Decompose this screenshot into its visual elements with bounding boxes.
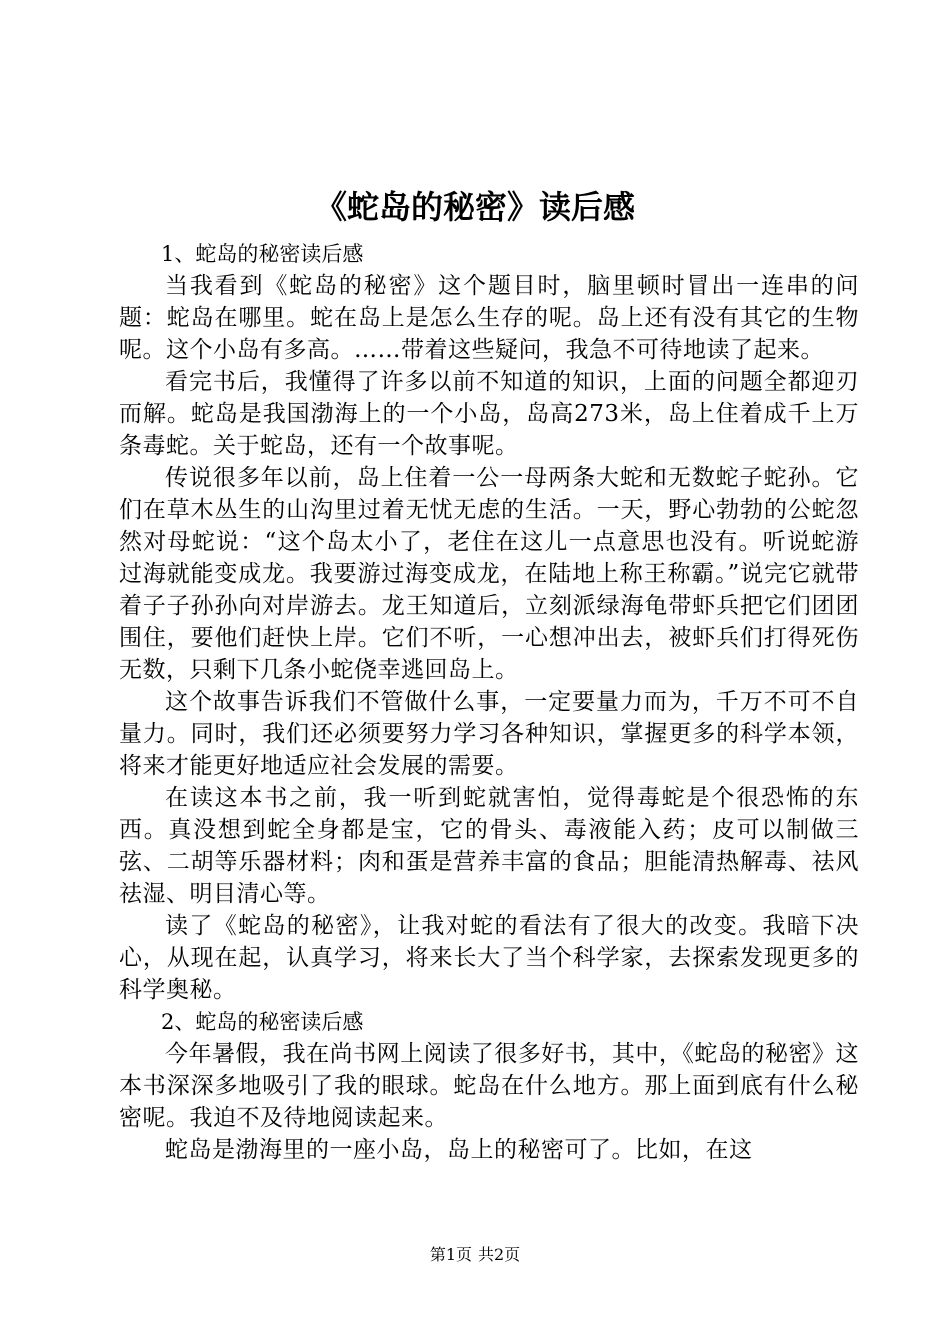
paragraph: 读了《蛇岛的秘密》，让我对蛇的看法有了很大的改变。我暗下决心，从现在起，认真学习，将来长大了当个科学家，去探索发现更多的科学奥秘。 — [119, 913, 859, 1003]
paragraph: 今年暑假，我在尚书网上阅读了很多好书，其中，《蛇岛的秘密》这本书深深多地吸引了我的眼球。蛇岛在什么地方。那上面到底有什么秘密呢。我迫不及待地阅读起来。 — [119, 1041, 859, 1131]
document-body — [119, 238, 859, 1166]
page-total: 共2页 — [478, 1245, 521, 1264]
page-footer — [0, 1243, 950, 1267]
document-title: 《蛇岛的秘密》读后感 — [314, 188, 635, 226]
page-number: 第1页 — [429, 1245, 472, 1264]
paragraph: 当我看到《蛇岛的秘密》这个题目时，脑里顿时冒出一连串的问题：蛇岛在哪里。蛇在岛上是怎么生存的呢。岛上还有没有其它的生物呢。这个小岛有多高。……带着这些疑问，我急不可待地读了起来。 — [119, 273, 859, 363]
paragraph: 蛇岛是渤海里的一座小岛，岛上的秘密可了。比如，在这 — [165, 1137, 753, 1163]
paragraph: 看完书后，我懂得了许多以前不知道的知识，上面的问题全都迎刃而解。蛇岛是我国渤海上的一个小岛，岛高273米，岛上住着成千上万条毒蛇。关于蛇岛，还有一个故事呢。 — [119, 369, 859, 459]
section-heading-1: 1、蛇岛的秘密读后感 — [161, 242, 364, 266]
section-heading-2: 2、蛇岛的秘密读后感 — [161, 1010, 364, 1034]
paragraph: 这个故事告诉我们不管做什么事，一定要量力而为，千万不可不自量力。同时，我们还必须要努力学习各种知识，掌握更多的科学本领，将来才能更好地适应社会发展的需要。 — [119, 689, 859, 779]
paragraph: 在读这本书之前，我一听到蛇就害怕，觉得毒蛇是个很恐怖的东西。真没想到蛇全身都是宝，它的骨头、毒液能入药；皮可以制做三弦、二胡等乐器材料；肉和蛋是营养丰富的食品；胆能清热解毒、祛风祛湿、明目清心等。 — [119, 785, 859, 907]
paragraph: 传说很多年以前，岛上住着一公一母两条大蛇和无数蛇子蛇孙。它们在草木丛生的山沟里过着无忧无虑的生活。一天，野心勃勃的公蛇忽然对母蛇说：“这个岛太小了，老住在这儿一点意思也没有。听说蛇游过海就能变成龙。我要游过海变成龙，在陆地上称王称霸。”说完它就带着子子孙孙向对岸游去。龙王知道后，立刻派绿海龟带虾兵把它们团团围住，要他们赶快上岸。它们不听，一心想冲出去，被虾兵们打得死伤无数，只剩下几条小蛇侥幸逃回岛上。 — [119, 465, 859, 683]
